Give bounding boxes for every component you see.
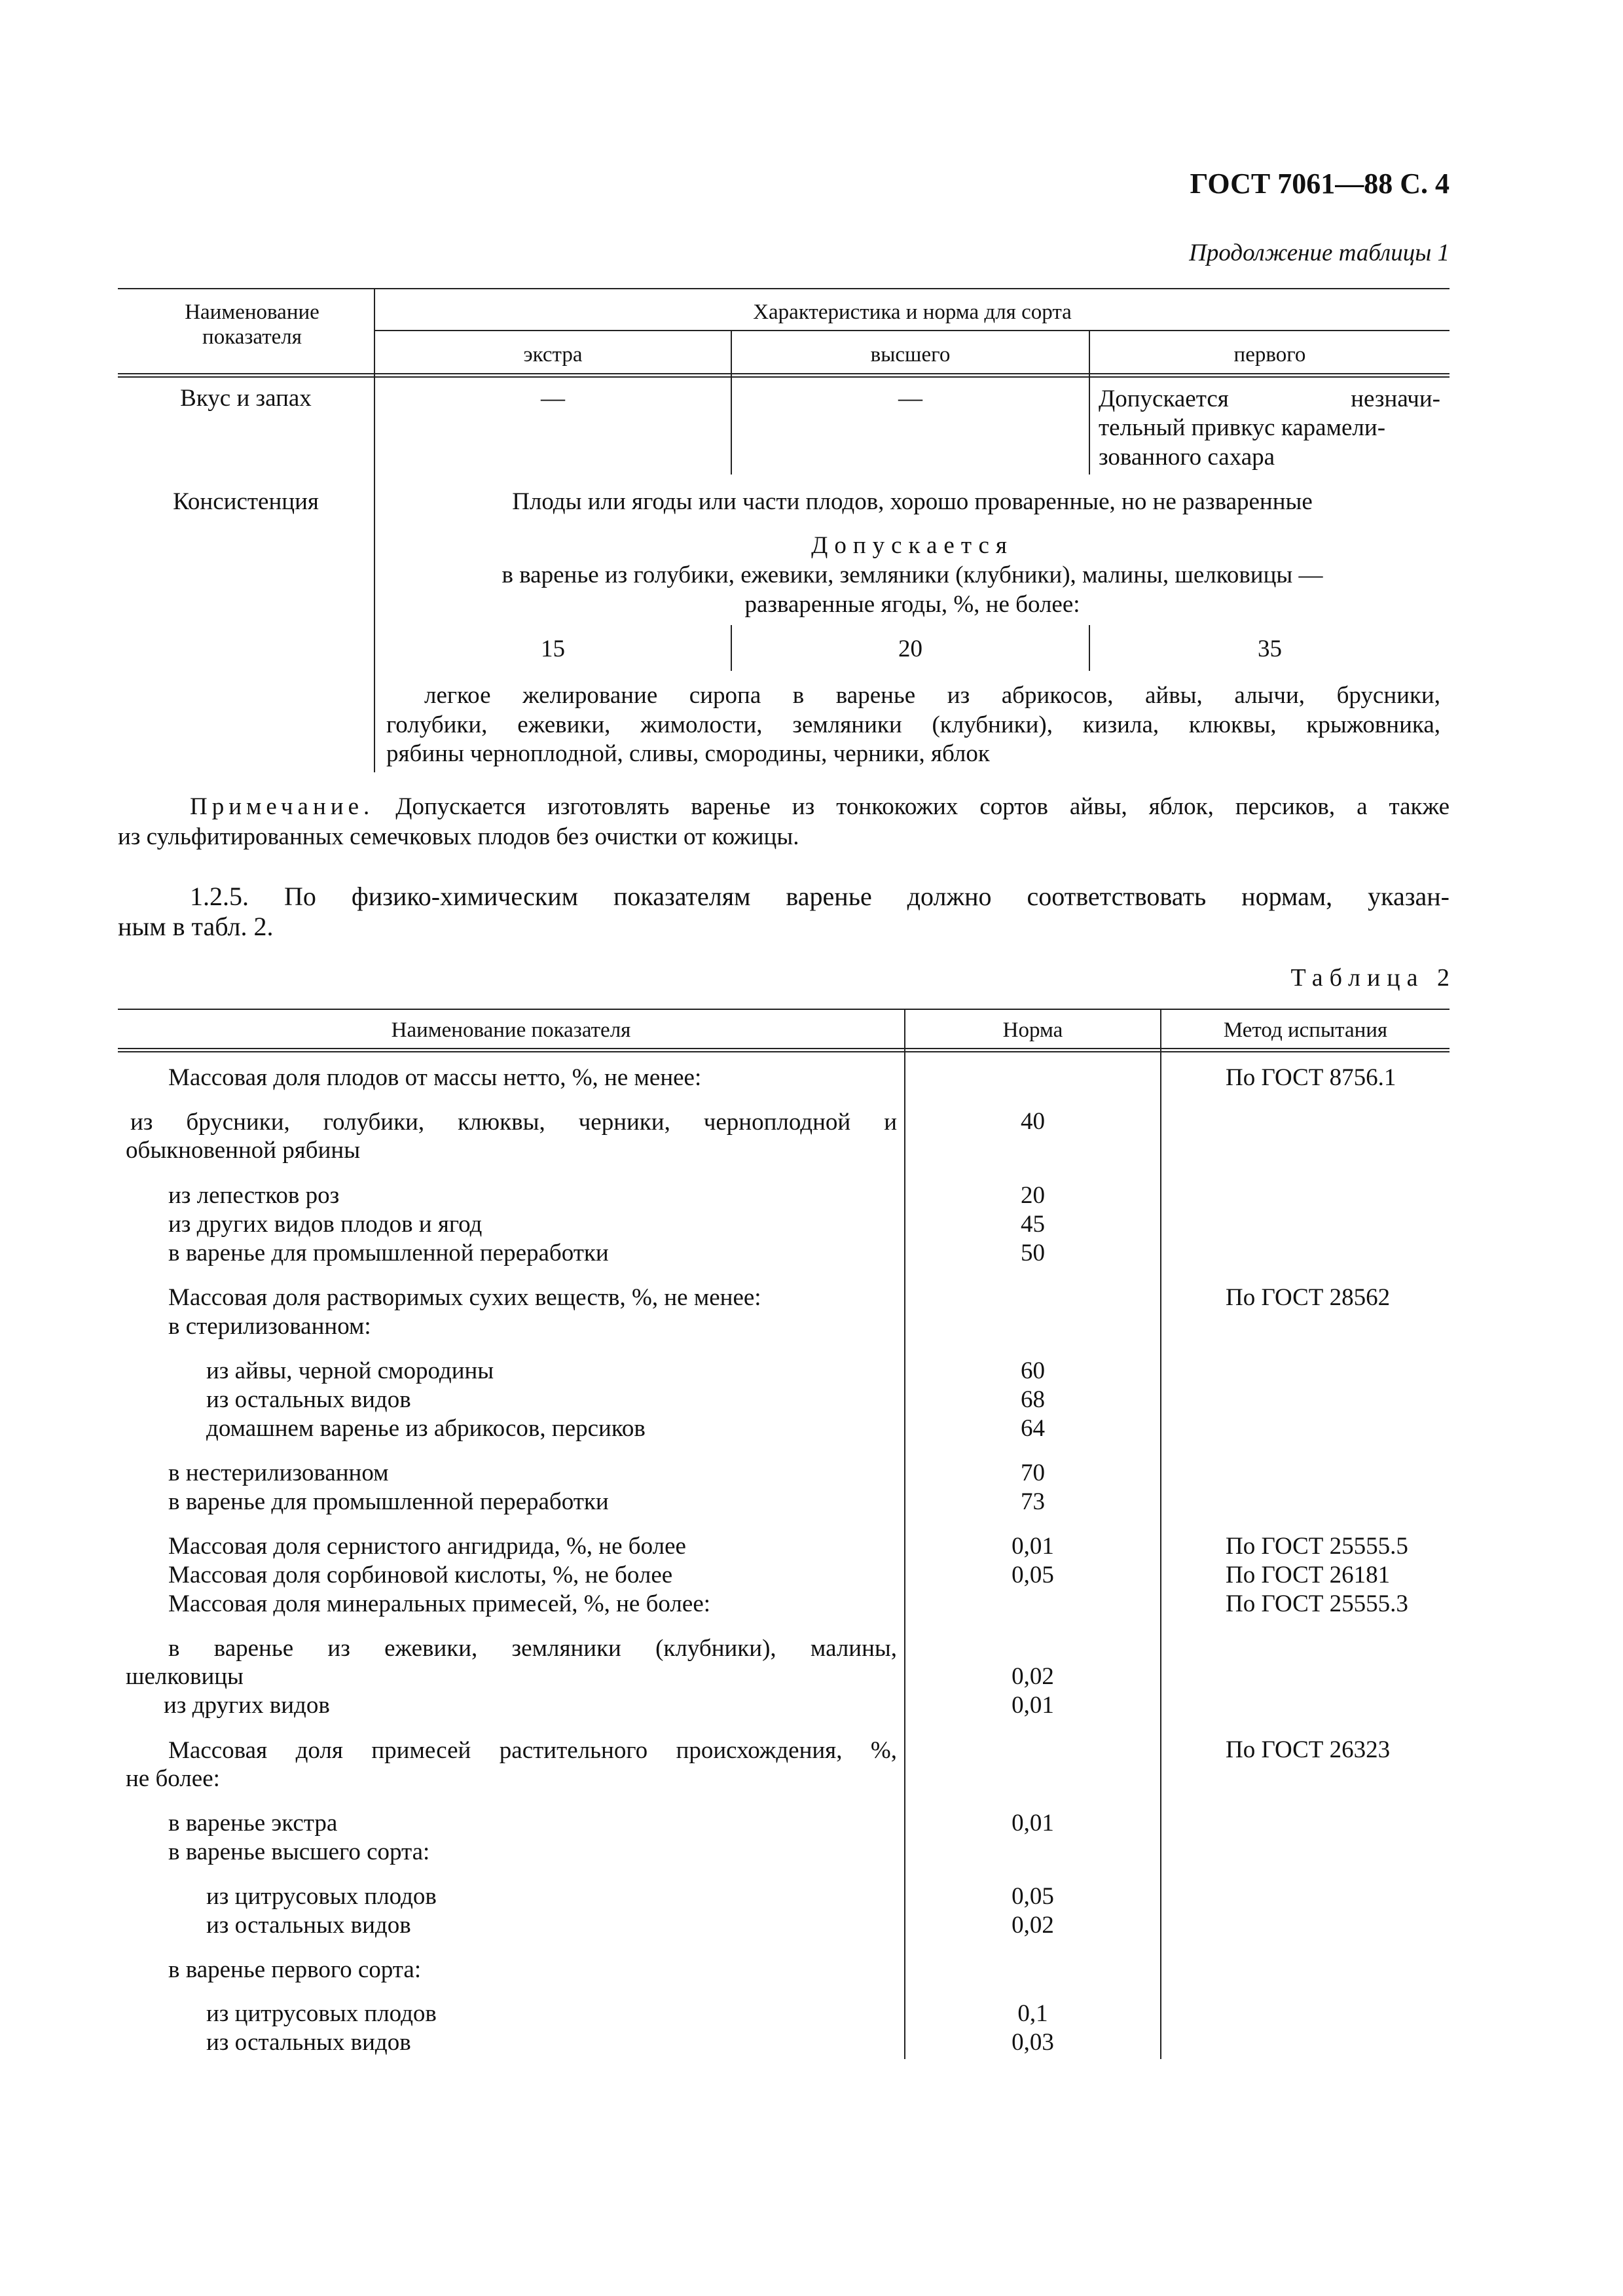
table2-row-name: Массовая доля растворимых сухих веществ, %, не менее:: [168, 1284, 761, 1311]
table2-row-name: из цитрусовых плодов: [206, 2000, 437, 2027]
table2-row-name: из цитрусовых плодов: [206, 1883, 437, 1910]
table2-col-name: Наименование показателя: [391, 1018, 631, 1042]
table1-col-extra: экстра: [523, 343, 583, 367]
row-taste-first-line1: Допускается незначи-: [1099, 386, 1440, 412]
table1-col-first: первого: [1233, 343, 1306, 367]
table2-row-name: Массовая доля примесей растительного происхождения, %,: [168, 1737, 897, 1764]
table2-row-norm: 0,02: [1012, 1912, 1054, 1939]
table2-col-norm: Норма: [1002, 1018, 1063, 1042]
note-line2: из сульфитированных семечковых плодов без очистки от кожицы.: [118, 823, 799, 850]
table2-row-name: в стерилизованном:: [168, 1313, 371, 1340]
table2-row-norm: 60: [1021, 1357, 1045, 1384]
row-taste-extra: —: [541, 385, 565, 412]
table2-row-norm: 0,05: [1012, 1562, 1054, 1588]
table2-row-method: По ГОСТ 25555.5: [1226, 1533, 1408, 1560]
table2-row-name: из лепестков роз: [168, 1182, 340, 1209]
table2-row-name: домашнем варенье из абрикосов, персиков: [206, 1415, 646, 1442]
table2-row-method: По ГОСТ 25555.3: [1226, 1590, 1408, 1617]
table2-row-name: из остальных видов: [206, 1912, 411, 1939]
consistency-value-higher: 20: [898, 636, 922, 662]
consistency-allowed: Допускается: [811, 532, 1013, 559]
note-label: Примечание.: [190, 793, 374, 820]
table2-row-method: По ГОСТ 26323: [1226, 1736, 1391, 1763]
table2-row-name: в варенье высшего сорта:: [168, 1839, 430, 1865]
consistency-line1: Плоды или ягоды или части плодов, хорошо проваренные, но не разваренные: [512, 488, 1313, 515]
table2-row-name: из айвы, черной смородины: [206, 1357, 494, 1384]
table2-row-norm: 0,1: [1017, 2000, 1048, 2027]
table2-row-norm: 70: [1021, 1460, 1045, 1486]
table2-label: Таблица 2: [1290, 964, 1456, 992]
table2-row-norm: 0,01: [1012, 1810, 1054, 1837]
table2-row-norm: 0,01: [1012, 1533, 1054, 1560]
consistency-line3: разваренные ягоды, %, не более:: [744, 591, 1080, 618]
table-continuation-label: Продолжение таблицы 1: [1189, 240, 1450, 266]
table2-row-name: в варенье первого сорта:: [168, 1956, 422, 1983]
row-taste-higher: —: [898, 385, 922, 412]
table2-row-name: из других видов плодов и ягод: [168, 1211, 483, 1238]
table1-col-name: Наименование показателя: [185, 300, 319, 349]
table2-row-norm: 64: [1021, 1415, 1045, 1442]
table2-row-name: в нестерилизованном: [168, 1460, 389, 1486]
table2-row-method: По ГОСТ 26181: [1226, 1562, 1391, 1588]
consistency-line4: легкое желирование сиропа в варенье из абрикосов, айвы, алычи, брусники,: [424, 682, 1440, 709]
row-taste-first-line3: зованного сахара: [1099, 444, 1275, 471]
table2-row-method: По ГОСТ 28562: [1226, 1284, 1391, 1311]
table2-row-name: из других видов: [164, 1692, 330, 1719]
table2-row-name: обыкновенной рябины: [126, 1137, 361, 1164]
table2-row-name: Массовая доля сорбиновой кислоты, %, не более: [168, 1562, 673, 1588]
row-taste-name: Вкус и запах: [180, 385, 312, 412]
table2-row-norm: 0,01: [1012, 1692, 1054, 1719]
consistency-value-first: 35: [1258, 636, 1282, 662]
consistency-line6: рябины черноплодной, сливы, смородины, черники, яблок: [386, 740, 990, 767]
table2-row-name: из остальных видов: [206, 1386, 411, 1413]
table2-row-norm: 0,03: [1012, 2029, 1054, 2056]
clause-line2: ным в табл. 2.: [118, 912, 274, 941]
table2-row-norm: 40: [1021, 1108, 1045, 1135]
table2-row-name: Массовая доля сернистого ангидрида, %, не более: [168, 1533, 686, 1560]
table2-row-norm: 0,02: [1012, 1663, 1054, 1690]
clause-line1: 1.2.5. По физико-химическим показателям варенье должно соответствовать нормам, указан-: [190, 882, 1450, 911]
table1-col-group: Характеристика и норма для сорта: [753, 300, 1072, 324]
table2-row-norm: 68: [1021, 1386, 1045, 1413]
page-header: ГОСТ 7061—88 С. 4: [1190, 168, 1450, 200]
table2-row-name: Массовая доля минеральных примесей, %, не более:: [168, 1590, 711, 1617]
table2-row-name: в варенье экстра: [168, 1810, 338, 1837]
table2-row-name: в варенье для промышленной переработки: [168, 1488, 609, 1515]
table2-row-norm: 45: [1021, 1211, 1045, 1238]
consistency-line2: в варенье из голубики, ежевики, земляники (клубники), малины, шелковицы —: [501, 562, 1323, 588]
table1-col-higher: высшего: [870, 343, 951, 367]
table2-row-norm: 50: [1021, 1240, 1045, 1266]
table2-row-name: шелковицы: [126, 1663, 244, 1690]
table2-row-name: в варенье из ежевики, земляники (клубники), малины,: [168, 1635, 897, 1662]
table2-row-method: По ГОСТ 8756.1: [1226, 1064, 1396, 1091]
table2-row-name: в варенье для промышленной переработки: [168, 1240, 609, 1266]
note-text: Допускается изготовлять варенье из тонкокожих сортов айвы, яблок, персиков, а также: [395, 793, 1450, 820]
table2-col-method: Метод испытания: [1223, 1018, 1388, 1042]
table2-row-name: из брусники, голубики, клюквы, черники, черноплодной и: [130, 1109, 897, 1136]
note-line1: [190, 792, 1450, 821]
consistency-value-extra: 15: [541, 636, 565, 662]
table2-row-name: не более:: [126, 1765, 220, 1792]
consistency-line5: голубики, ежевики, жимолости, земляники (клубники), кизила, клюквы, крыжовника,: [386, 711, 1440, 738]
row-taste-first-line2: тельный привкус карамели-: [1099, 414, 1386, 441]
table2-row-norm: 20: [1021, 1182, 1045, 1209]
row-consistency-name: Консистенция: [173, 488, 319, 515]
table2-row-name: из остальных видов: [206, 2029, 411, 2056]
table2-row-norm: 0,05: [1012, 1883, 1054, 1910]
table2-row-name: Массовая доля плодов от массы нетто, %, не менее:: [168, 1064, 702, 1091]
table2-row-norm: 73: [1021, 1488, 1045, 1515]
